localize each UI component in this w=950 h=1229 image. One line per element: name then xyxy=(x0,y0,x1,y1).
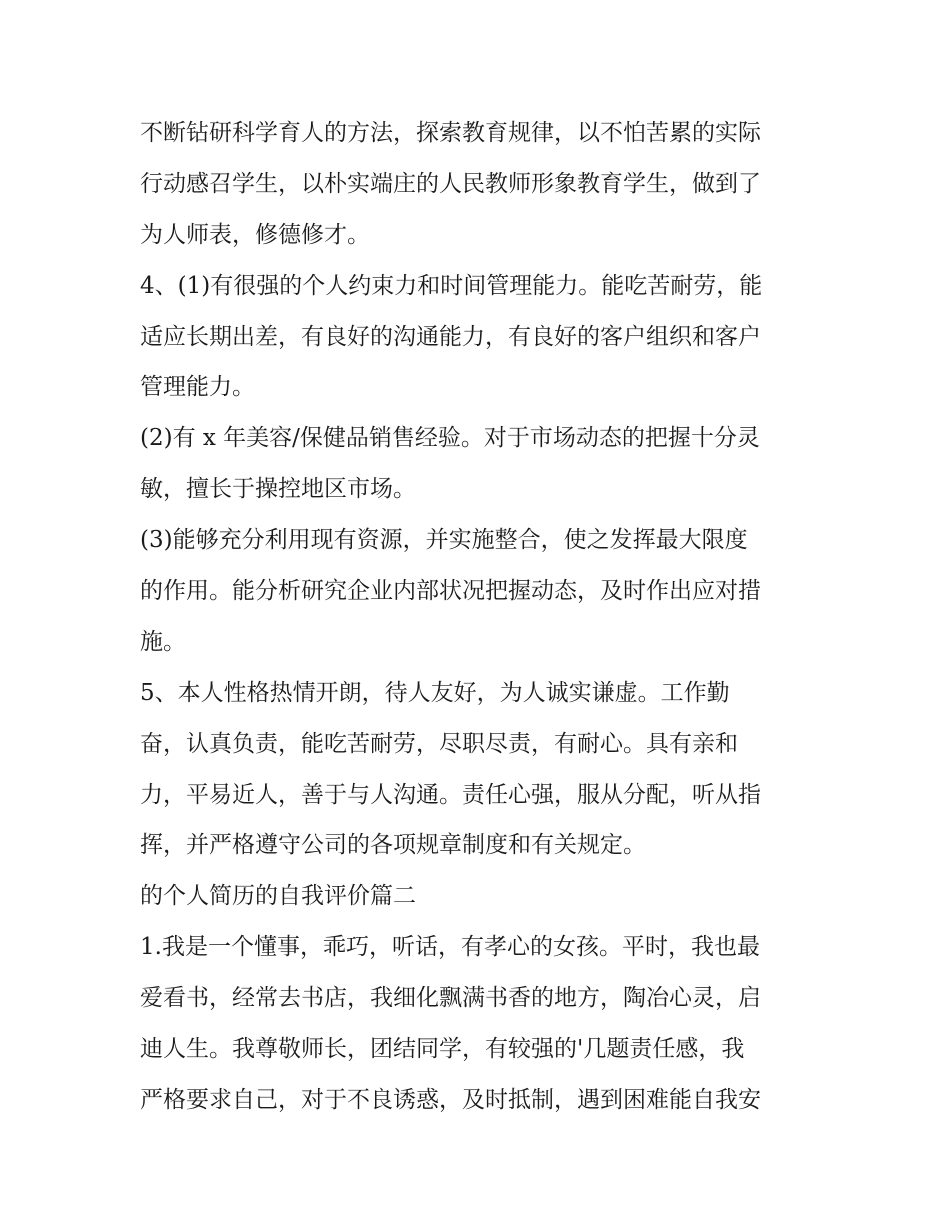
text-line: 适应长期出差，有良好的沟通能力，有良好的客户组织和客户 xyxy=(140,323,761,350)
text-line: 迪人生。我尊敬师长，团结同学，有较强的'几题责任感，我 xyxy=(140,1036,745,1063)
text-line: (3)能够充分利用现有资源，并实施整合，使之发挥最大限度 xyxy=(140,527,748,554)
text-line: 4、(1)有很强的个人约束力和时间管理能力。能吃苦耐劳，能 xyxy=(140,272,763,299)
text-line: 行动感召学生，以朴实端庄的人民教师形象教育学生，做到了 xyxy=(140,170,761,197)
text-line: 的作用。能分析研究企业内部状况把握动态，及时作出应对措 xyxy=(140,578,761,605)
text-line: 奋，认真负责，能吃苦耐劳，尽职尽责，有耐心。具有亲和 xyxy=(140,730,738,757)
text-line: 不断钻研科学育人的方法，探索教育规律，以不怕苦累的实际 xyxy=(140,120,761,146)
section-heading: 的个人简历的自我评价篇二 xyxy=(140,883,416,910)
text-line: 严格要求自己，对于不良诱惑，及时抵制，遇到困难能自我安 xyxy=(140,1086,761,1113)
text-line: 爱看书，经常去书店，我细化飘满书香的地方，陶冶心灵，启 xyxy=(140,985,761,1012)
document-body xyxy=(140,108,820,1126)
text-line: 5、本人性格热情开朗，待人友好，为人诚实谦虚。工作勤 xyxy=(140,679,730,706)
text-line: 挥，并严格遵守公司的各项规章制度和有关规定。 xyxy=(140,832,646,859)
text-line: 1.我是一个懂事，乖巧，听话，有孝心的女孩。平时，我也最 xyxy=(140,934,760,961)
text-line: 施。 xyxy=(140,628,186,655)
text-line: 力，平易近人，善于与人沟通。责任心强，服从分配，听从指 xyxy=(140,781,761,808)
text-line: 为人师表，修德修才。 xyxy=(140,221,370,248)
text-line: 管理能力。 xyxy=(140,374,255,401)
text-line: (2)有 x 年美容/保健品销售经验。对于市场动态的把握十分灵 xyxy=(140,425,760,452)
text-line: 敏，擅长于操控地区市场。 xyxy=(140,476,416,503)
